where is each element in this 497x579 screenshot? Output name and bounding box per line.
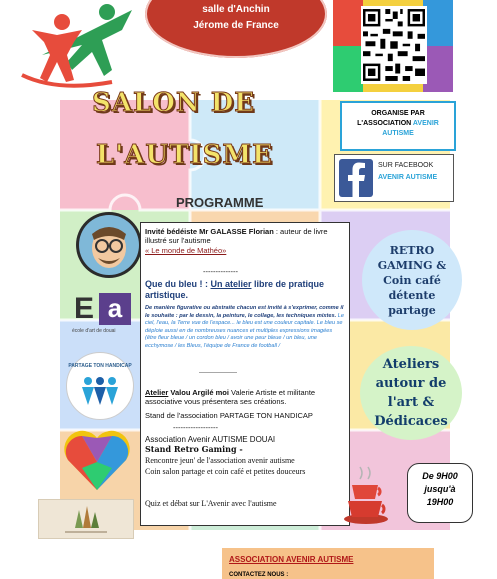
facebook-icon[interactable]: [339, 159, 373, 197]
ea-letter-e: E: [74, 292, 95, 325]
ea-logo: [72, 292, 138, 338]
programme-heading: PROGRAMME: [176, 195, 264, 210]
organiser-box: [340, 101, 456, 151]
assoc-line1: Association Avenir AUTISME DOUAI: [145, 435, 276, 444]
facebook-box[interactable]: [334, 154, 454, 202]
bubble1-line1: RETRO: [389, 243, 435, 257]
guest-intro: Invité bédéiste Mr GALASSE Florian: [145, 227, 274, 236]
qr-code-icon[interactable]: [363, 9, 425, 81]
footer-title: ASSOCIATION AVENIR AUTISME: [229, 555, 354, 564]
title-line1: SALON DE: [92, 88, 256, 118]
trees-icon: [39, 500, 133, 538]
atelier-heading: [145, 279, 343, 301]
assoc-quiz: Quiz et débat sur L'Avenir avec l'autisme: [145, 499, 277, 508]
puzzle-heart-icon: [62, 428, 132, 492]
opening-hours: [407, 463, 473, 523]
valou-dashes: ------------------: [173, 423, 218, 432]
guest-dashes: --------------: [203, 267, 238, 276]
bubble1-line2: GAMING &: [377, 258, 447, 272]
guest-paragraph: [145, 227, 345, 245]
footer-contact: CONTACTEZ NOUS :: [229, 572, 289, 578]
programme-box: [140, 222, 350, 526]
guest-book: « Le monde de Mathéo»: [145, 246, 227, 255]
facebook-line1: SUR FACEBOOK: [378, 162, 434, 169]
ea-subtitle: école d'art de douai: [72, 328, 116, 334]
atelier-underlined: Un atelier: [210, 279, 252, 289]
organiser-accent: AVENIR: [412, 120, 439, 127]
ateliers-bubble: [360, 346, 462, 440]
valou-stand: Stand de l'association PARTAGE TON HANDICAP: [145, 411, 313, 420]
hours-line3: 19H00: [426, 497, 454, 507]
atelier-description: [145, 305, 345, 350]
small-logo: [38, 499, 134, 539]
bubble1-line4: détente: [388, 288, 436, 302]
valou-rest: Valerie Artiste et militante associative vous présentera ses créations.: [145, 388, 316, 406]
valou-paragraph: [145, 388, 345, 406]
bubble2-line1: Ateliers: [382, 357, 440, 372]
partage-handicap-logo: [66, 352, 134, 420]
assoc-line3: Coin salon partage et coin café et petites douceurs: [145, 467, 306, 476]
coffee-cups-icon: [338, 465, 394, 525]
venue-line2: Jérome de France: [193, 20, 279, 31]
bubble1-line3: Coin café: [383, 273, 441, 287]
ea-letter-a: a: [99, 293, 131, 325]
venue-line1: salle d'Anchin: [202, 4, 270, 15]
qr-code-frame: [333, 0, 453, 92]
guest-rest: : auteur de livre illustré sur l'autisme: [145, 227, 328, 245]
atelier-desc: De manière figurative ou abstraite chacun est invité à s'exprimer, comme il le souhaite : par le dessin, la peinture, le collage, les techniques mixtes.: [145, 305, 344, 319]
avatar: [76, 212, 142, 278]
atelier-suffix: libre de pratique artistique.: [145, 279, 325, 300]
atelier-prefix: Que du bleu ! :: [145, 279, 211, 289]
organiser-prefix: L'ASSOCIATION: [357, 120, 413, 127]
assoc-line2: Rencontre jeun' de l'association avenir autisme: [145, 456, 295, 465]
organiser-line1: ORGANISE PAR: [371, 110, 425, 117]
organiser-line2: [342, 120, 454, 127]
bubble2-line3: l'art &: [387, 395, 435, 410]
valou-prefix: Atelier: [145, 388, 169, 397]
people-icon: [80, 375, 120, 409]
atelier-dashes: -------------------: [199, 370, 237, 376]
bubble1-line5: partage: [388, 303, 436, 317]
title-line2: L'AUTISME: [96, 140, 273, 170]
assoc-retro: Stand Retro Gaming -: [145, 444, 243, 454]
venue-oval: [145, 0, 327, 58]
atelier-blue: Le ciel, l'eau, la Terre vue de l'espace... le bleu est une couleur capitale. Le bleu se déploie aussi en de nombreuses nuances et multiples expressions imagées (être fleur bleue / un cordon bleu / avoir une peur bleue / un bleu, une ecchymose / les Bleus, l'équipe de France de football /: [145, 312, 344, 349]
bubble2-line4: Dédicaces: [374, 414, 448, 429]
hours-line1: De 9H00: [422, 471, 458, 481]
valou-name: Valou Argilé moi: [168, 388, 229, 397]
footer-box: [222, 548, 434, 579]
facebook-line2: AVENIR AUTISME: [378, 174, 438, 181]
handicap-label: PARTAGE TON HANDICAP: [68, 363, 132, 369]
hours-line2: jusqu'à: [424, 484, 456, 494]
bubble2-line2: autour de: [375, 376, 447, 391]
family-logo-icon: [12, 0, 147, 92]
retro-gaming-bubble: [362, 230, 462, 330]
cartoon-face-icon: [76, 212, 142, 278]
organiser-line3: AUTISME: [382, 130, 414, 137]
